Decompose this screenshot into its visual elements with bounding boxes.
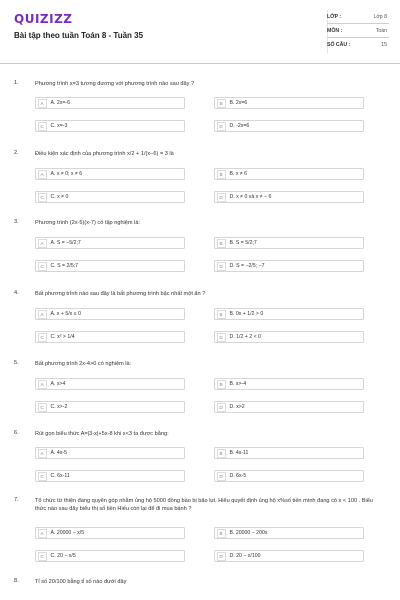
option-letter: B (217, 99, 226, 108)
option-c[interactable] (35, 470, 185, 482)
header-divider (0, 63, 400, 64)
meta-row-class (327, 10, 389, 24)
option-letter: C (38, 403, 47, 412)
option-a[interactable] (35, 237, 185, 249)
option-a[interactable] (35, 447, 185, 459)
option-letter: C (38, 262, 47, 271)
option-d[interactable] (214, 470, 364, 482)
option-text: A. x ≠ 0; x ≠ 6 (50, 171, 83, 177)
question-number: 4. (14, 290, 19, 296)
option-text: B. S = 5/2;7 (229, 240, 257, 246)
meta-row-count (327, 38, 389, 52)
option-text: C. x ≠ 0 (50, 194, 69, 200)
meta-value: Lớp 8 (361, 10, 389, 24)
option-letter: A (38, 170, 47, 179)
option-letter: D (217, 333, 226, 342)
option-b[interactable] (214, 447, 364, 459)
option-letter: B (217, 170, 226, 179)
option-c[interactable] (35, 191, 185, 203)
option-b[interactable] (214, 378, 364, 390)
option-c[interactable] (35, 260, 185, 272)
option-c[interactable] (35, 401, 185, 413)
option-letter: C (38, 472, 47, 481)
option-d[interactable] (214, 401, 364, 413)
meta-table (327, 10, 389, 51)
question-text: Phương trình (2x-5)(x-7) có tập nghiệm là: (35, 220, 141, 226)
option-letter: C (38, 333, 47, 342)
option-letter: A (38, 529, 47, 538)
option-letter: A (38, 310, 47, 319)
question-text: Bất phương trình 2x-4>0 có nghiệm là: (35, 361, 132, 367)
worksheet-title: Bài tập theo tuần Toán 8 - Tuần 35 (14, 31, 144, 40)
option-d[interactable] (214, 550, 364, 562)
option-letter: D (217, 403, 226, 412)
option-text: D. 1/2 + 2 < 0 (229, 334, 261, 340)
option-b[interactable] (214, 168, 364, 180)
option-letter: C (38, 552, 47, 561)
option-text: C. 6x-11 (50, 473, 70, 479)
option-a[interactable] (35, 527, 185, 539)
option-b[interactable] (214, 237, 364, 249)
meta-key: SỐ CÂU : (327, 41, 351, 48)
question-number: 5. (14, 360, 19, 366)
question-number: 1. (14, 80, 19, 86)
option-c[interactable] (35, 550, 185, 562)
meta-row-subject (327, 24, 389, 38)
quizizz-logo: QUIZIZZ (14, 12, 73, 26)
option-text: D. -2x=6 (229, 123, 250, 129)
meta-value: 15 (381, 41, 387, 48)
option-text: C. x>-2 (50, 404, 68, 410)
option-text: D. 20 − x/100 (229, 553, 261, 559)
question-number: 3. (14, 219, 19, 225)
option-text: B. 4x-11 (229, 450, 249, 456)
option-letter: D (217, 122, 226, 131)
option-d[interactable] (214, 191, 364, 203)
option-letter: D (217, 262, 226, 271)
question-number: 8. (14, 578, 19, 584)
option-a[interactable] (35, 308, 185, 320)
option-c[interactable] (35, 331, 185, 343)
option-text: B. 20000 − 200x (229, 530, 268, 536)
question-text: Điều kiện xác định của phương trình x/2 + 1/(x−6) = 3 là (35, 151, 174, 157)
question-text: Tổ chức từ thiện đang quyên góp nhằm ủng hộ 5000 đồng bào bị bão lụt. Hiểu quyết định ủng hộ x%số tiền mình đang có x < 100 . Biểu thức nào sau đây biểu thị số tiền Hiếu còn lại để đi mua bánh ? (35, 498, 373, 512)
option-letter: C (38, 122, 47, 131)
option-a[interactable] (35, 97, 185, 109)
meta-value: Toán (361, 24, 389, 38)
option-letter: A (38, 380, 47, 389)
option-d[interactable] (214, 331, 364, 343)
option-text: D. S = −2/5; −7 (229, 263, 265, 269)
option-text: D. x>2 (229, 404, 245, 410)
question-text: Tỉ số 20/100 bằng tỉ số nào dưới đây (35, 579, 127, 585)
question-number: 7. (14, 497, 19, 503)
option-text: A. x>4 (50, 381, 66, 387)
meta-key: LỚP : (327, 10, 361, 24)
option-letter: B (217, 529, 226, 538)
option-text: A. S = −5/2;7 (50, 240, 81, 246)
option-text: D. 6x-5 (229, 473, 247, 479)
option-text: A. x + 5/x ≤ 0 (50, 311, 81, 317)
option-letter: B (217, 310, 226, 319)
option-b[interactable] (214, 308, 364, 320)
option-text: C. 20 − x/5 (50, 553, 76, 559)
option-letter: D (217, 472, 226, 481)
option-letter: A (38, 99, 47, 108)
option-text: B. 0x + 1/2 > 0 (229, 311, 264, 317)
question-text: Phương trình x=3 tương đương với phương trình nào sau đây ? (35, 81, 195, 87)
option-letter: D (217, 552, 226, 561)
option-text: B. x ≠ 6 (229, 171, 248, 177)
option-a[interactable] (35, 378, 185, 390)
option-d[interactable] (214, 260, 364, 272)
option-letter: B (217, 449, 226, 458)
option-a[interactable] (35, 168, 185, 180)
option-text: C. x² > 1/4 (50, 334, 75, 340)
option-text: C. S = 2/5;7 (50, 263, 79, 269)
option-letter: D (217, 193, 226, 202)
option-text: A. 20000 − x/5 (50, 530, 85, 536)
question-number: 2. (14, 150, 19, 156)
question-text: Bất phương trình nào sau đây là bất phương trình bậc nhất một ẩn ? (35, 291, 206, 297)
option-letter: A (38, 449, 47, 458)
option-letter: A (38, 239, 47, 248)
option-text: B. x>-4 (229, 381, 247, 387)
option-letter: B (217, 239, 226, 248)
question-number: 6. (14, 430, 19, 436)
option-b[interactable] (214, 527, 364, 539)
option-text: A. 4x-5 (50, 450, 67, 456)
option-text: C. x=-3 (50, 123, 68, 129)
option-text: B. 2x=6 (229, 100, 248, 106)
question-text: Rút gọn biểu thức A=|3-x|+5x-8 khi x<3 ta được bằng: (35, 431, 169, 437)
option-b[interactable] (214, 97, 364, 109)
option-text: A. 2x=-6 (50, 100, 70, 106)
option-letter: B (217, 380, 226, 389)
option-d[interactable] (214, 120, 364, 132)
option-letter: C (38, 193, 47, 202)
meta-key: MÔN : (327, 24, 361, 38)
option-text: D. x ≠ 0 và x ≠ − 6 (229, 194, 272, 200)
option-c[interactable] (35, 120, 185, 132)
